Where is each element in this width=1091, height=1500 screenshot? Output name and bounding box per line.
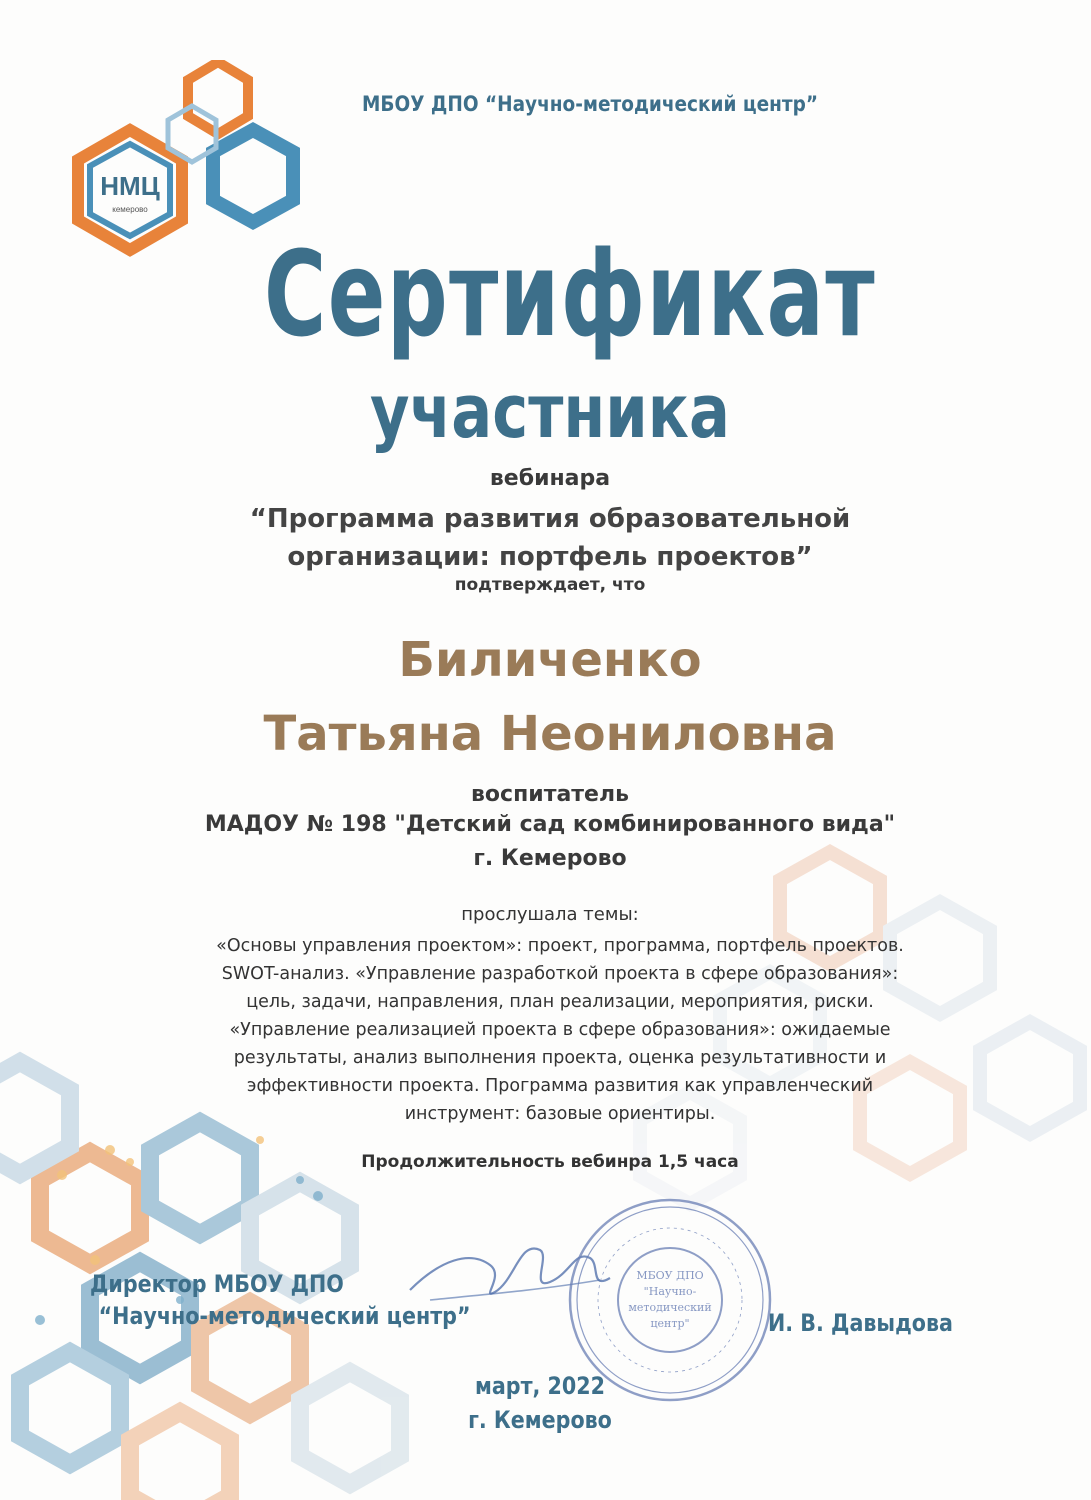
stamp-line: "Научно-: [643, 1285, 697, 1298]
director-title: [90, 1268, 494, 1332]
signer-name: И. В. Давыдова: [768, 1309, 953, 1337]
recipient-position: воспитатель: [471, 782, 629, 807]
webinar-title-line: “Программа развития образовательной: [249, 504, 851, 534]
certificate-subtitle: участника: [370, 369, 730, 455]
topics-line: SWOT-анализ. «Управление разработкой проекта в сфере образования»:: [221, 964, 899, 984]
director-line: Директор МБОУ ДПО: [90, 1270, 344, 1298]
stamp-line: центр": [650, 1317, 690, 1330]
topics-line: результаты, анализ выполнения проекта, оценка результативности и: [233, 1048, 887, 1068]
topics-line: «Основы управления проектом»: проект, программа, портфель проектов.: [216, 936, 904, 956]
webinar-label: вебинара: [489, 466, 611, 491]
recipient-city: г. Кемерово: [473, 846, 627, 871]
topics-line: «Управление реализацией проекта в сфере образования»: ожидаемые: [229, 1020, 891, 1040]
issuer-organization: МБОУ ДПО “Научно-методический центр”: [362, 92, 818, 116]
topics-line: инструмент: базовые ориентиры.: [404, 1104, 716, 1124]
recipient-given-names: Татьяна Неониловна: [263, 706, 837, 762]
webinar-title: [150, 500, 950, 576]
stamp-line: методический: [628, 1301, 712, 1314]
topics-text: [120, 932, 1000, 1128]
logo-text: НМЦ: [100, 171, 160, 201]
issue-city: г. Кемерово: [468, 1406, 612, 1434]
issue-date: март, 2022: [474, 1372, 605, 1400]
certificate-title: Сертификат: [263, 225, 877, 363]
director-line: “Научно-методический центр”: [98, 1302, 471, 1330]
confirms-text: подтверждает, что: [454, 575, 646, 595]
logo-city: кемерово: [112, 205, 148, 214]
recipient-surname: Биличенко: [398, 632, 702, 688]
stamp-line: МБОУ ДПО: [636, 1269, 704, 1282]
webinar-duration: Продолжительность вебинра 1,5 часа: [361, 1152, 739, 1172]
topics-label: прослушала темы:: [461, 904, 639, 925]
topics-line: цель, задачи, направления, план реализации, мероприятия, риски.: [246, 992, 874, 1012]
recipient-organization: МАДОУ № 198 "Детский сад комбинированного вида": [204, 812, 896, 837]
webinar-title-line: организации: портфель проектов”: [287, 542, 813, 572]
topics-line: эффективности проекта. Программа развития как управленческий: [246, 1076, 874, 1096]
